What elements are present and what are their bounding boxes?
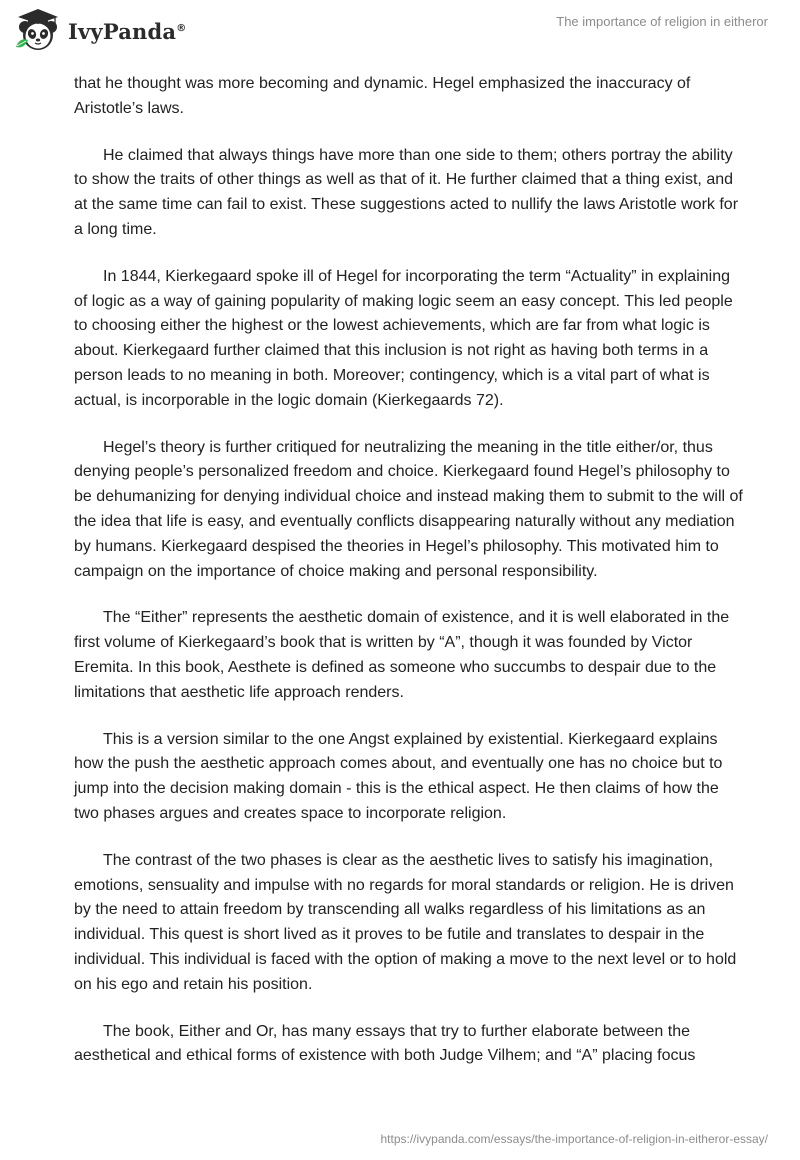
- panda-graduate-icon: [14, 7, 62, 55]
- document-title: The importance of religion in eitheror: [556, 14, 768, 29]
- paragraph: This is a version similar to the one Angst explained by existential. Kierkegaard explains how the push the aesthetic approach comes about, and eventually one has no choice but to jump into the decision making domain - this is the ethical aspect. He then claims of how the two phases argues and creates space to incorporate religion.: [74, 730, 723, 822]
- essay-body: [74, 72, 744, 1091]
- paragraph: Hegel’s theory is further critiqued for neutralizing the meaning in the title either/or, thus denying people’s personalized freedom and choice. Kierkegaard found Hegel’s philosophy to be dehumanizing for denying individual choice and instead making them to submit to the will of the idea that life is easy, and eventually conflicts disappearing naturally without any mediation by humans. Kierkegaard despised the theories in Hegel’s philosophy. This motivated him to campaign on the importance of choice making and personal responsibility.: [74, 438, 743, 580]
- paragraph: In 1844, Kierkegaard spoke ill of Hegel for incorporating the term “Actuality” in explaining of logic as a way of gaining popularity of making logic seem an easy concept. This led people to choosing either the highest or the lowest achievements, which are far from what logic is about. Kierkegaard further claimed that this inclusion is not right as having both terms in a person leads to no meaning in both. Moreover; contingency, which is a vital part of what is actual, is incorporable in the logic domain (Kierkegaards 72).: [74, 267, 733, 409]
- paragraph: The “Either” represents the aesthetic domain of existence, and it is well elaborated in the first volume of Kierkegaard’s book that is written by “A”, though it was founded by Victor Eremita. In this book, Aesthete is defined as someone who succumbs to despair due to the limitations that aesthetic life approach renders.: [74, 609, 730, 701]
- ivypanda-logo[interactable]: [14, 7, 186, 55]
- page-header: [0, 0, 800, 62]
- paragraph: The contrast of the two phases is clear as the aesthetic lives to satisfy his imagination, emotions, sensuality and impulse with no regards for moral standards or religion. He is driven by the need to attain freedom by transcending all walks regardless of his limitations as an individual. This quest is short lived as it proves to be futile and translates to despair in the individual. This individual is faced with the option of making a move to the next level or to hold on his ego and retain his position.: [74, 851, 737, 993]
- paragraph: The book, Either and Or, has many essays that try to further elaborate between the aesthetical and ethical forms of existence with both Judge Vilhem; and “A” placing focus: [74, 1022, 696, 1065]
- paragraph: that he thought was more becoming and dynamic. Hegel emphasized the inaccuracy of Aristotle’s laws.: [74, 75, 691, 117]
- brand-name: IvyPanda®: [68, 18, 187, 44]
- paragraph: He claimed that always things have more than one side to them; others portray the ability to show the traits of other things as well as that of it. He further claimed that a thing exist, and at the same time can fail to exist. These suggestions acted to nullify the laws Aristotle work for a long time.: [74, 146, 739, 238]
- source-url[interactable]: https://ivypanda.com/essays/the-importance-of-religion-in-eitheror-essay/: [380, 1132, 768, 1146]
